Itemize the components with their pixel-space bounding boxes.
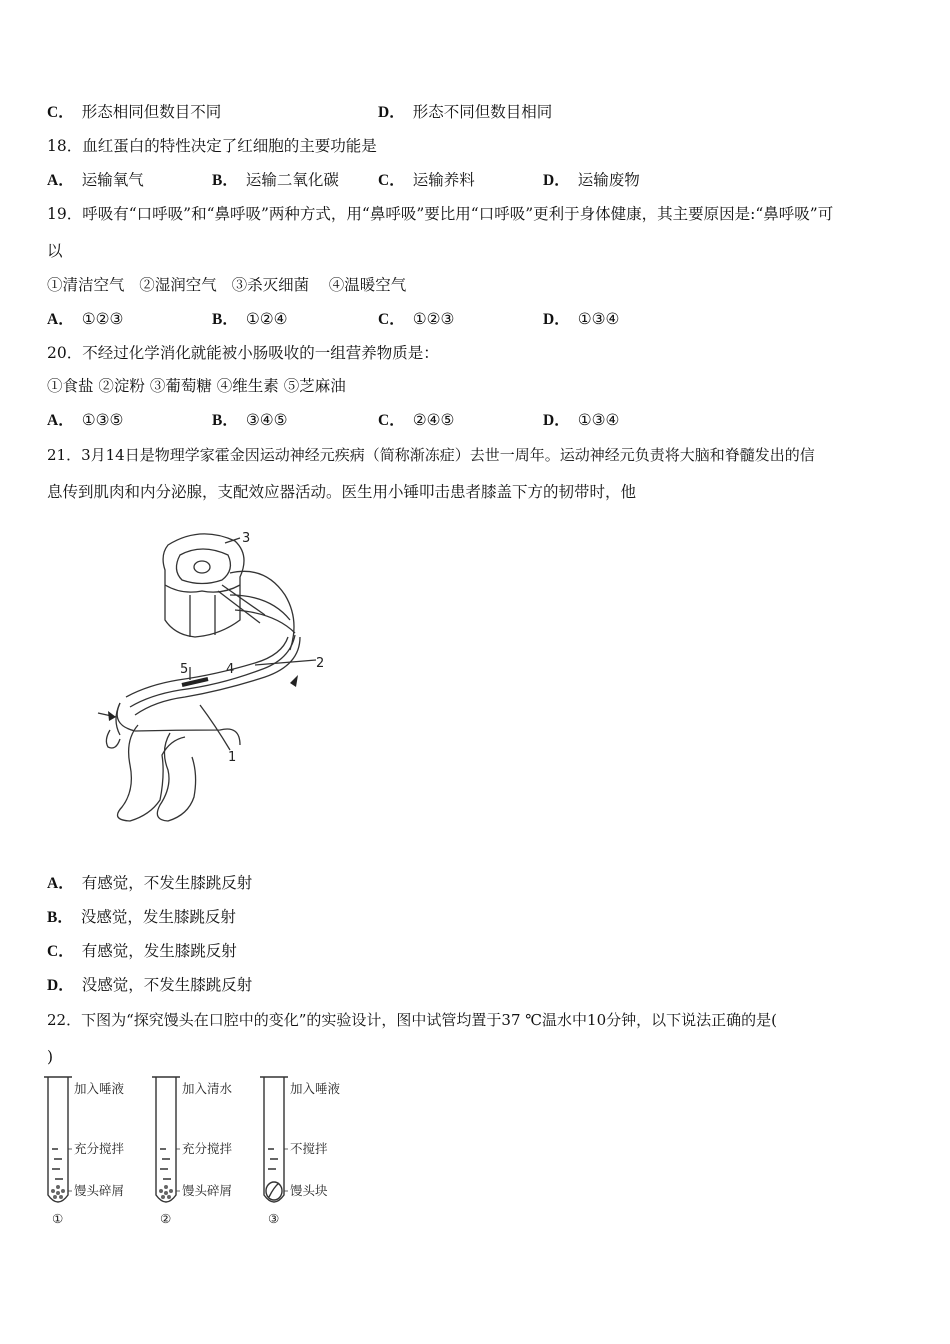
tube-3-mid-label: 不搅拌 bbox=[290, 1141, 328, 1156]
q22-stem-line1: 22．下图为“探究馒头在口腔中的变化”的实验设计，图中试管均置于37 ℃温水中10分钟，以下说法正确的是( bbox=[47, 1011, 778, 1029]
tube-2-number: ② bbox=[160, 1211, 172, 1226]
option-label: A． bbox=[47, 172, 74, 189]
tube-1-bottom-label: 馒头碎屑 bbox=[74, 1183, 125, 1198]
option-text: 运输废物 bbox=[577, 171, 640, 189]
option-text: 有感觉，不发生膝跳反射 bbox=[81, 874, 253, 892]
option-label: A． bbox=[47, 875, 74, 892]
option-text: ②④⑤ bbox=[412, 411, 455, 429]
option-label: B． bbox=[47, 909, 73, 926]
knee-reflex-figure bbox=[90, 525, 350, 840]
q19-option-d[interactable] bbox=[543, 309, 619, 330]
option-label: A． bbox=[47, 311, 74, 328]
tube-3-bottom-label: 馒头块 bbox=[290, 1183, 328, 1198]
q17-option-d[interactable] bbox=[378, 102, 552, 123]
option-text: 运输养料 bbox=[412, 171, 475, 189]
test-tube-2 bbox=[152, 1077, 180, 1202]
q18-option-c[interactable] bbox=[378, 170, 475, 191]
option-label: B． bbox=[212, 172, 238, 189]
option-label: D． bbox=[543, 311, 570, 328]
option-text: ①③⑤ bbox=[81, 411, 124, 429]
figure-label-5: 5 bbox=[180, 662, 189, 677]
option-label: C． bbox=[378, 311, 405, 328]
figure-label-4: 4 bbox=[226, 662, 235, 677]
q22-stem-line2: ) bbox=[47, 1048, 54, 1066]
option-text: ①②④ bbox=[245, 310, 288, 328]
q21-option-d[interactable] bbox=[47, 975, 252, 996]
option-label: D． bbox=[47, 977, 74, 994]
tube-2-mid-label: 充分搅拌 bbox=[182, 1141, 233, 1156]
test-tube-3 bbox=[260, 1077, 288, 1202]
q18-option-a[interactable] bbox=[47, 170, 144, 191]
q21-option-c[interactable] bbox=[47, 941, 237, 962]
option-label: D． bbox=[543, 172, 570, 189]
option-label: C． bbox=[378, 412, 405, 429]
q18-option-b[interactable] bbox=[212, 170, 339, 191]
q20-stem: 20．不经过化学消化就能被小肠吸收的一组营养物质是： bbox=[47, 344, 439, 362]
q19-stem-line2: 以 bbox=[47, 242, 63, 260]
q20-items: ①食盐 ②淀粉 ③葡萄糖 ④维生素 ⑤芝麻油 bbox=[47, 377, 346, 395]
tube-1-number: ① bbox=[52, 1211, 64, 1226]
option-text: ③④⑤ bbox=[245, 411, 288, 429]
tube-2-bottom-label: 馒头碎屑 bbox=[182, 1183, 233, 1198]
q20-option-c[interactable] bbox=[378, 410, 454, 431]
option-text: 有感觉，发生膝跳反射 bbox=[81, 942, 237, 960]
option-label: B． bbox=[212, 412, 238, 429]
q20-option-d[interactable] bbox=[543, 410, 619, 431]
test-tubes-figure bbox=[40, 1075, 350, 1230]
option-text: 没感觉，发生膝跳反射 bbox=[80, 908, 236, 926]
option-label: C． bbox=[47, 943, 74, 960]
option-text: ①②③ bbox=[81, 310, 124, 328]
q21-stem-line1: 21．3月14日是物理学家霍金因运动神经元疾病（简称渐冻症）去世一周年。运动神经元负责将大脑和脊髓发出的信 bbox=[47, 446, 815, 464]
q21-stem-line2: 息传到肌肉和内分泌腺，支配效应器活动。医生用小锤叩击患者膝盖下方的韧带时，他 bbox=[47, 483, 637, 501]
q19-option-a[interactable] bbox=[47, 309, 123, 330]
option-text: 没感觉，不发生膝跳反射 bbox=[81, 976, 253, 994]
option-text: 运输二氧化碳 bbox=[245, 171, 339, 189]
figure-label-2: 2 bbox=[316, 656, 325, 671]
option-label: C． bbox=[378, 172, 405, 189]
q20-option-a[interactable] bbox=[47, 410, 123, 431]
tube-1-mid-label: 充分搅拌 bbox=[74, 1141, 125, 1156]
q21-option-a[interactable] bbox=[47, 873, 252, 894]
figure-label-1: 1 bbox=[228, 750, 237, 765]
q18-option-d[interactable] bbox=[543, 170, 640, 191]
q19-stem-line1: 19．呼吸有“口呼吸”和“鼻呼吸”两种方式，用“鼻呼吸”要比用“口呼吸”更利于身体健康，其主要原因是:“鼻呼吸”可 bbox=[47, 205, 834, 223]
option-label: A． bbox=[47, 412, 74, 429]
q19-option-c[interactable] bbox=[378, 309, 454, 330]
tube-3-number: ③ bbox=[268, 1211, 280, 1226]
option-text: ①③④ bbox=[577, 411, 620, 429]
tube-3-top-label: 加入唾液 bbox=[290, 1081, 341, 1096]
option-text: 形态不同但数目相同 bbox=[412, 103, 553, 121]
option-label: D． bbox=[378, 104, 405, 121]
q19-items: ①清洁空气 ②湿润空气 ③杀灭细菌 ④温暖空气 bbox=[47, 276, 407, 294]
option-label: C． bbox=[47, 104, 74, 121]
option-text: 形态相同但数目不同 bbox=[81, 103, 222, 121]
q21-option-b[interactable] bbox=[47, 907, 236, 928]
option-text: 运输氧气 bbox=[81, 171, 144, 189]
option-label: B． bbox=[212, 311, 238, 328]
option-label: D． bbox=[543, 412, 570, 429]
figure-label-3: 3 bbox=[242, 531, 251, 546]
tube-1-top-label: 加入唾液 bbox=[74, 1081, 125, 1096]
option-text: ①②③ bbox=[412, 310, 455, 328]
tube-2-top-label: 加入清水 bbox=[182, 1081, 233, 1096]
q17-option-c[interactable] bbox=[47, 102, 221, 123]
q18-stem: 18．血红蛋白的特性决定了红细胞的主要功能是 bbox=[47, 137, 377, 155]
option-text: ①③④ bbox=[577, 310, 620, 328]
q19-option-b[interactable] bbox=[212, 309, 288, 330]
q20-option-b[interactable] bbox=[212, 410, 288, 431]
test-tube-1 bbox=[44, 1077, 72, 1202]
